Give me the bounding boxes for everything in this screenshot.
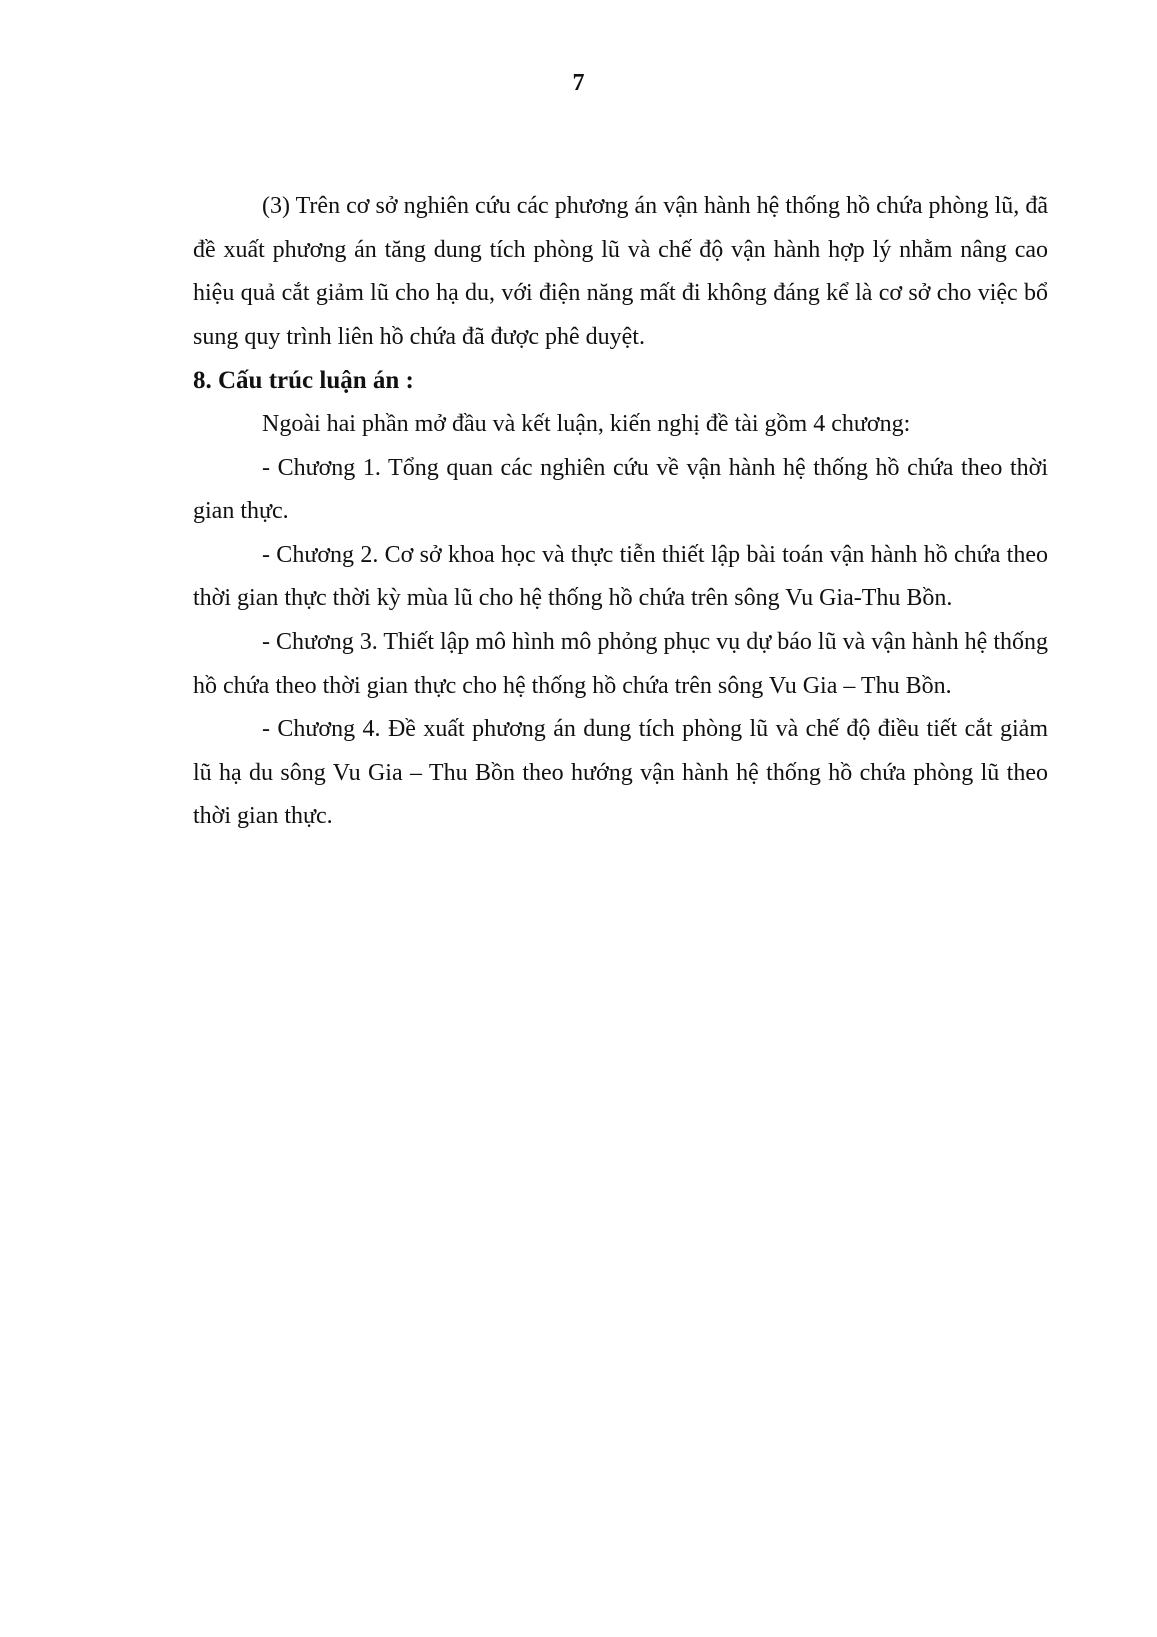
contribution-paragraph-3: (3) Trên cơ sở nghiên cứu các phương án vận hành hệ thống hồ chứa phòng lũ, đã đề xuất phương án tăng dung tích phòng lũ và chế độ vận hành hợp lý nhằm nâng cao hiệu quả cắt giảm lũ cho hạ du, với điện năng mất đi không đáng kể là cơ sở cho việc bổ sung quy trình liên hồ chứa đã được phê duyệt. [193,193,1048,350]
chapter-1-item: - Chương 1. Tổng quan các nghiên cứu về vận hành hệ thống hồ chứa theo thời gian thực. [193,454,1048,525]
section-intro-paragraph: Ngoài hai phần mở đầu và kết luận, kiến nghị đề tài gồm 4 chương: [262,410,911,437]
chapter-3-item: - Chương 3. Thiết lập mô hình mô phỏng phục vụ dự báo lũ và vận hành hệ thống hồ chứa theo thời gian thực cho hệ thống hồ chứa trên sông Vu Gia – Thu Bồn. [193,628,1048,699]
chapter-2-item: - Chương 2. Cơ sở khoa học và thực tiễn thiết lập bài toán vận hành hồ chứa theo thời gian thực thời kỳ mùa lũ cho hệ thống hồ chứa trên sông Vu Gia-Thu Bồn. [193,541,1048,612]
section-heading-structure: 8. Cấu trúc luận án : [193,367,414,395]
page-number: 7 [572,70,585,96]
chapter-4-item: - Chương 4. Đề xuất phương án dung tích phòng lũ và chế độ điều tiết cắt giảm lũ hạ du sông Vu Gia – Thu Bồn theo hướng vận hành hệ thống hồ chứa phòng lũ theo thời gian thực. [193,716,1048,830]
document-body [193,185,1048,839]
